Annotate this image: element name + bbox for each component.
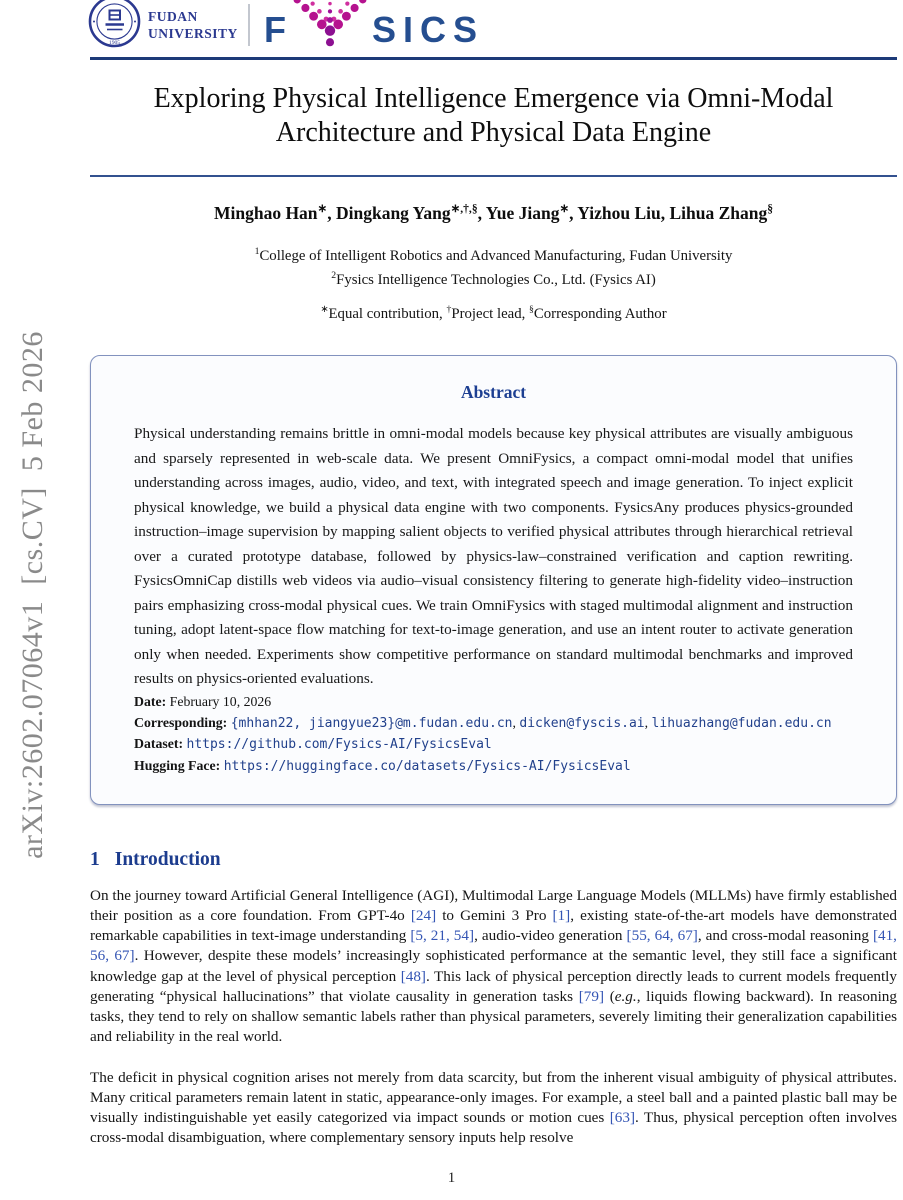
fudan-university-wordmark bbox=[148, 9, 238, 42]
fudan-seal-logo bbox=[88, 0, 141, 53]
meta-dataset-row bbox=[134, 734, 858, 756]
section-1-heading bbox=[90, 849, 221, 871]
meta-huggingface-label: Hugging Face: bbox=[134, 757, 221, 773]
affiliation-2: $^2$Fysics Intelligence Technologies Co., Ltd. (Fysics AI) bbox=[331, 269, 656, 288]
meta-dataset-label: Dataset: bbox=[134, 736, 184, 751]
meta-corresponding-row bbox=[134, 713, 858, 735]
section-number: 1 bbox=[90, 849, 100, 870]
meta-date-row bbox=[134, 692, 858, 713]
fudan-word: FUDAN bbox=[148, 9, 198, 24]
fysics-letters-sics: SICS bbox=[372, 9, 485, 50]
title-rule bbox=[90, 175, 897, 177]
meta-huggingface-row bbox=[134, 756, 858, 778]
arxiv-watermark: arXiv:2602.07064v1 [cs.CV] 5 Feb 2026 bbox=[16, 331, 49, 859]
intro-paragraph-2: The deficit in physical cognition arises not merely from data scarcity, but from the inherent visual ambiguity of physical attributes. Many critical parameters remain latent in static, appearance-only images. For example, a steel ball and a painted plastic ball may be visually indistinguishable yet easily categorized via impact sounds or motion cues [63]. Thus, physical perception often involves cross-modal disambiguation, where complementary sensory inputs help resolve bbox=[90, 1069, 897, 1147]
intro-paragraph-1: On the journey toward Artificial General Intelligence (AGI), Multimodal Large Language Models (MLLMs) have firmly established their position as a core foundation. From GPT-4o [24] to Gemini 3 Pro [1], existing state-of-the-art models have demonstrated remarkable capabilities in text-image understanding [5, 21, 54], audio-video generation [55, 64, 67], and cross-modal reasoning [41, 56, 67]. However, despite these models’ increasingly sophisticated performance at the semantic level, they still face a significant knowledge gap at the level of physical perception [48]. This lack of physical perception directly leads to current models frequently generating “physical hallucinations” that violate causality in generation tasks [79] (e.g., liquids flowing backward). In reasoning tasks, they tend to rely on shallow semantic labels rather than physical parameters, severely limiting their generalization capabilities and reliability in the real world. bbox=[90, 887, 897, 1046]
fysics-letter-f: F bbox=[264, 9, 286, 50]
meta-date-value: February 10, 2026 bbox=[169, 694, 272, 709]
logo-divider bbox=[248, 4, 250, 46]
fudan-seal-icon bbox=[88, 0, 141, 48]
abstract-text: Physical understanding remains brittle in omni-modal models because key physical attributes are visually ambiguous and sparsely represented in web-scale data. We present OmniFysics, a compact omni-modal model that unifies understanding across images, audio, video, and text, with integrated speech and image generation. To inject explicit physical knowledge, we build a physical data engine with two components. FysicsAny produces physics-grounded instruction–image supervision by mapping salient objects to verified physical attributes through hierarchical retrieval over a curated prototype database, followed by physics-law–constrained verification and caption rewriting. FysicsOmniCap distills web videos via audio–visual consistency filtering to generate high-fidelity video–instruction pairs emphasizing cross-modal physical cues. We train OmniFysics with staged multimodal alignment and instruction tuning, adopt latent-space flow matching for text-to-image generation, and use an intent router to activate generation only when needed. Experiments show competitive performance on standard multimodal benchmarks and improved results on physics-oriented evaluations. bbox=[134, 425, 853, 687]
affiliations bbox=[90, 245, 897, 292]
section-title: Introduction bbox=[114, 849, 221, 870]
huggingface-link[interactable]: https://huggingface.co/datasets/Fysics-AI/FysicsEval bbox=[223, 758, 631, 774]
paper-title: Exploring Physical Intelligence Emergence via Omni-Modal Architecture and Physical Data Engine bbox=[153, 83, 834, 148]
fysics-y-dots-icon bbox=[289, 0, 371, 53]
contribution-footnote: ∗Equal contribution, †Project lead, §Corresponding Author bbox=[320, 304, 667, 322]
abstract-heading: Abstract bbox=[460, 382, 527, 402]
paper-meta bbox=[134, 692, 858, 777]
page-number: 1 bbox=[447, 1170, 456, 1186]
abstract-box bbox=[90, 355, 897, 805]
svg-text:1905: 1905 bbox=[108, 40, 121, 46]
university-word: UNIVERSITY bbox=[148, 25, 238, 41]
meta-date-label: Date: bbox=[134, 694, 167, 709]
meta-corresponding-label: Corresponding: bbox=[134, 714, 228, 730]
affiliation-1: $^1$College of Intelligent Robotics and Advanced Manufacturing, Fudan University bbox=[254, 246, 733, 264]
author-list: Minghao Han∗, Dingkang Yang∗,†,§, Yue Jiang∗, Yizhou Liu, Lihua Zhang§ bbox=[213, 203, 774, 223]
corresponding-email-links[interactable]: {mhhan22, jiangyue23}@m.fudan.edu.cn, dicken@fyscis.ai, lihuazhang@fudan.edu.cn bbox=[230, 714, 832, 731]
dataset-link[interactable]: https://github.com/Fysics-AI/FysicsEval bbox=[186, 737, 492, 752]
header-rule bbox=[90, 57, 897, 60]
